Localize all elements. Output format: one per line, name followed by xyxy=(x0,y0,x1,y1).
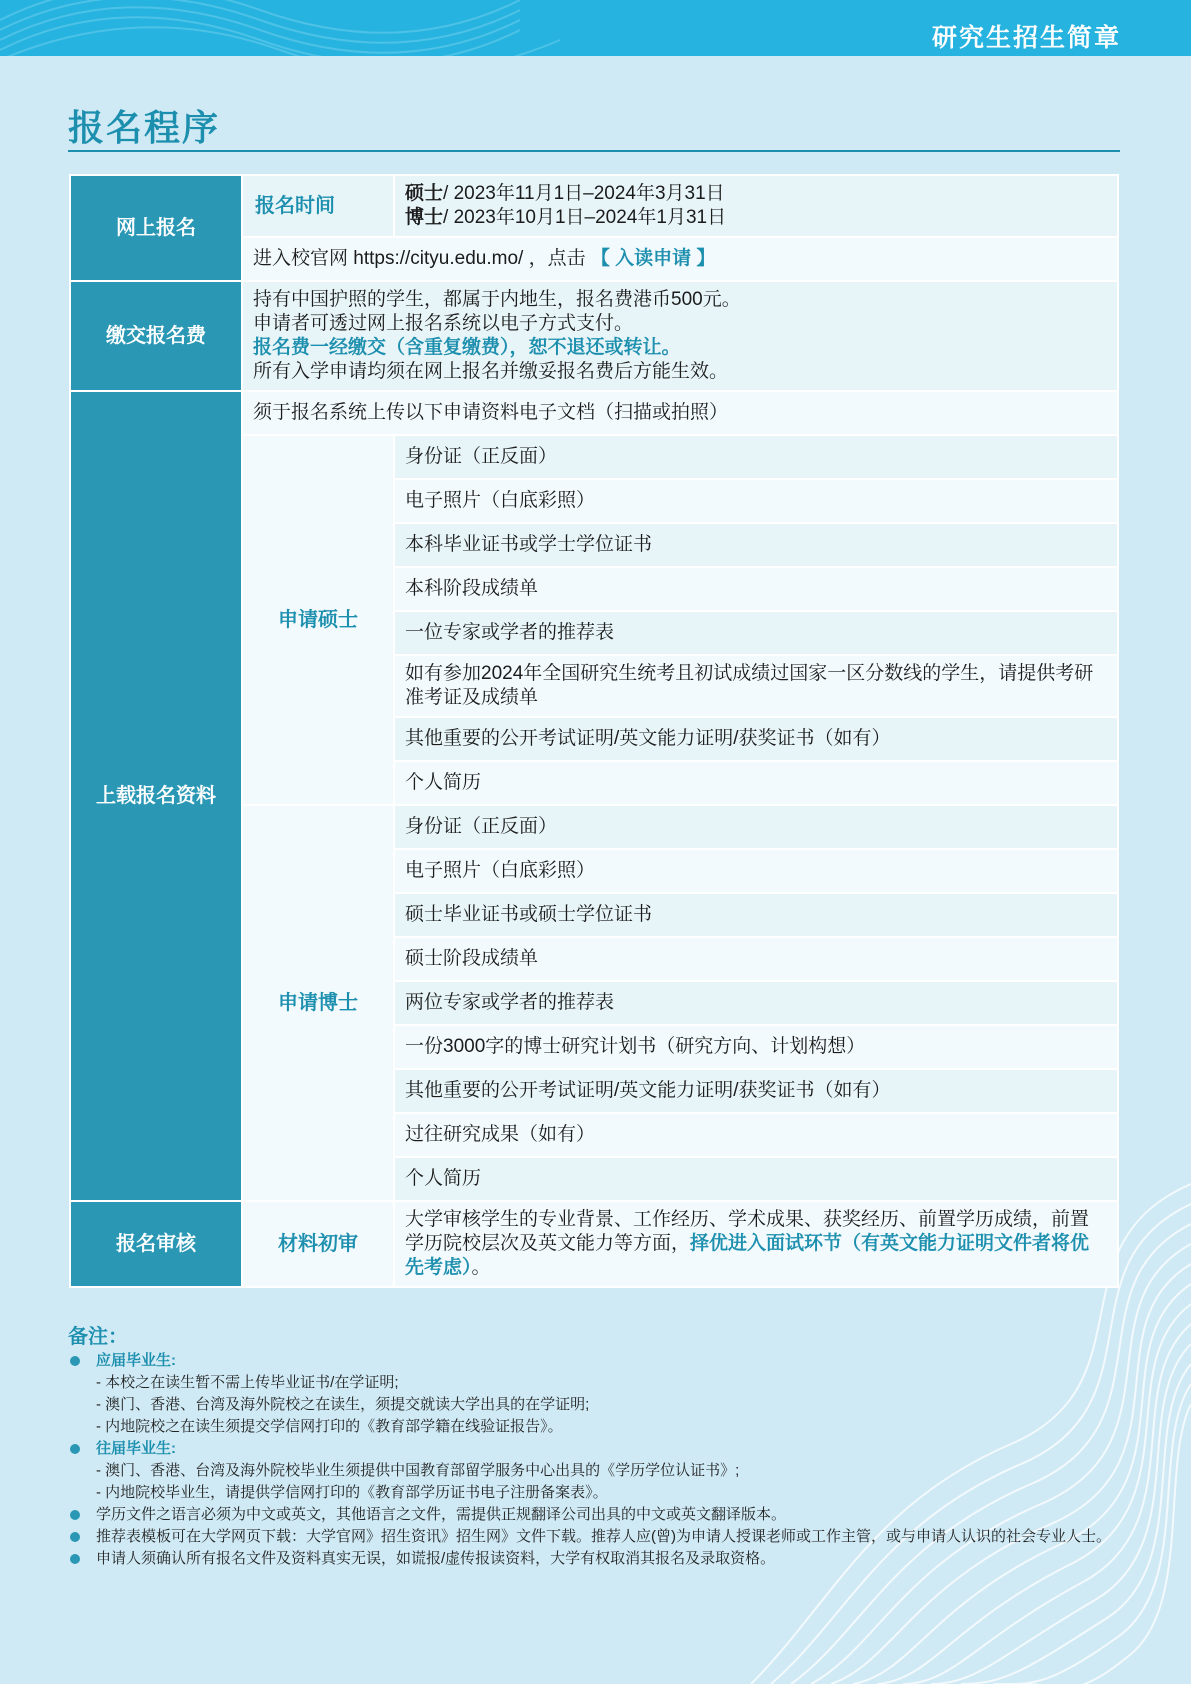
registration-time-value xyxy=(394,175,1118,237)
table-row xyxy=(70,175,1118,237)
fee-line: 持有中国护照的学生，都属于内地生，报名费港币500元。 xyxy=(253,289,741,310)
list-item: 硕士阶段成绩单 xyxy=(394,937,1118,981)
note-heading: 往届毕业生: xyxy=(96,1440,176,1457)
website-text: 进入校官网 https://cityu.edu.mo/ ，点击 xyxy=(253,248,586,269)
list-item: 身份证（正反面） xyxy=(394,435,1118,479)
master-dates: / 2023年11月1日–2024年3月31日 xyxy=(443,183,725,204)
fee-line: 所有入学申请均须在网上报名并缴妥报名费后方能生效。 xyxy=(253,361,729,382)
list-item: 个人简历 xyxy=(394,761,1118,805)
website-instruction xyxy=(242,237,1118,281)
list-item: 过往研究成果（如有） xyxy=(394,1113,1118,1157)
table-row xyxy=(70,281,1118,391)
master-application-label: 申请硕士 xyxy=(242,435,394,805)
list-item: 硕士毕业证书或硕士学位证书 xyxy=(394,893,1118,937)
note-heading: 应届毕业生: xyxy=(96,1352,176,1369)
header-bar xyxy=(0,0,1191,56)
note-item: 推荐表模板可在大学网页下载：大学官网》招生资讯》招生网》文件下载。推荐人应(曾)为申请人授课老师或工作主管，或与申请人认识的社会专业人士。 xyxy=(68,1526,1118,1548)
fee-warning: 报名费一经缴交（含重复缴费），恕不退还或转让。 xyxy=(253,337,681,358)
note-item: 学历文件之语言必须为中文或英文，其他语言之文件，需提供正规翻译公司出具的中文或英文翻译版本。 xyxy=(68,1504,1118,1526)
title-divider xyxy=(68,150,1120,152)
row-header-fee: 缴交报名费 xyxy=(70,281,242,391)
list-item: 本科阶段成绩单 xyxy=(394,567,1118,611)
list-item: 电子照片（白底彩照） xyxy=(394,479,1118,523)
list-item: 电子照片（白底彩照） xyxy=(394,849,1118,893)
list-item: 身份证（正反面） xyxy=(394,805,1118,849)
phd-tag: 博士 xyxy=(405,207,444,228)
note-past-graduates xyxy=(68,1438,1118,1504)
brochure-title: 研究生招生简章 xyxy=(931,24,1121,52)
table-row xyxy=(70,391,1118,435)
notes-list xyxy=(68,1350,1118,1570)
list-item: 两位专家或学者的推荐表 xyxy=(394,981,1118,1025)
page-title: 报名程序 xyxy=(68,107,221,148)
list-item: 其他重要的公开考试证明/英文能力证明/获奖证书（如有） xyxy=(394,717,1118,761)
review-highlight: 择优进入面试环节（有英文能力证明文件者将优先考虑） xyxy=(405,1233,1090,1278)
list-item: 如有参加2024年全国研究生统考且初试成绩过国家一区分数线的学生，请提供考研准考证及成绩单 xyxy=(394,655,1118,717)
list-item: 个人简历 xyxy=(394,1157,1118,1201)
note-sub-item: - 本校之在读生暂不需上传毕业证书/在学证明; xyxy=(96,1374,399,1391)
table-row xyxy=(70,1201,1118,1287)
row-header-review: 报名审核 xyxy=(70,1201,242,1287)
list-item: 本科毕业证书或学士学位证书 xyxy=(394,523,1118,567)
notes-title: 备注： xyxy=(68,1326,128,1348)
review-tail: 。 xyxy=(471,1257,491,1278)
list-item: 一份3000字的博士研究计划书（研究方向、计划构想） xyxy=(394,1025,1118,1069)
initial-review-label: 材料初审 xyxy=(242,1201,394,1287)
note-fresh-graduates xyxy=(68,1350,1118,1438)
note-sub-item: - 内地院校之在读生须提交学信网打印的《教育部学籍在线验证报告》。 xyxy=(96,1418,563,1435)
upload-intro: 须于报名系统上传以下申请资料电子文档（扫描或拍照） xyxy=(242,391,1118,435)
list-item: 一位专家或学者的推荐表 xyxy=(394,611,1118,655)
note-sub-item: - 澳门、香港、台湾及海外院校之在读生，须提交就读大学出具的在学证明; xyxy=(96,1396,590,1413)
fee-line: 申请者可透过网上报名系统以电子方式支付。 xyxy=(253,313,634,334)
note-sub-item: - 内地院校毕业生，请提供学信网打印的《教育部学历证书电子注册备案表》。 xyxy=(96,1484,608,1501)
review-text: 大学审核学生的专业背景、工作经历、学术成果、获奖经历、前置学历成绩，前置学历院校层次及英文能力等方面， xyxy=(405,1209,1090,1254)
list-item: 其他重要的公开考试证明/英文能力证明/获奖证书（如有） xyxy=(394,1069,1118,1113)
registration-time-label: 报名时间 xyxy=(242,175,394,237)
fee-details xyxy=(242,281,1118,391)
review-details xyxy=(394,1201,1118,1287)
row-header-online-registration: 网上报名 xyxy=(70,175,242,281)
row-header-upload: 上载报名资料 xyxy=(70,391,242,1201)
phd-application-label: 申请博士 xyxy=(242,805,394,1201)
procedure-table xyxy=(69,174,1119,1288)
note-sub-item: - 澳门、香港、台湾及海外院校毕业生须提供中国教育部留学服务中心出具的《学历学位认证书》; xyxy=(96,1462,740,1479)
master-tag: 硕士 xyxy=(405,183,444,204)
phd-dates: / 2023年10月1日–2024年1月31日 xyxy=(443,207,727,228)
note-item: 申请人须确认所有报名文件及资料真实无误，如谎报/虚传报读资料，大学有权取消其报名及录取资格。 xyxy=(68,1548,1118,1570)
apply-link[interactable]: 【 入读申请 】 xyxy=(590,248,716,269)
